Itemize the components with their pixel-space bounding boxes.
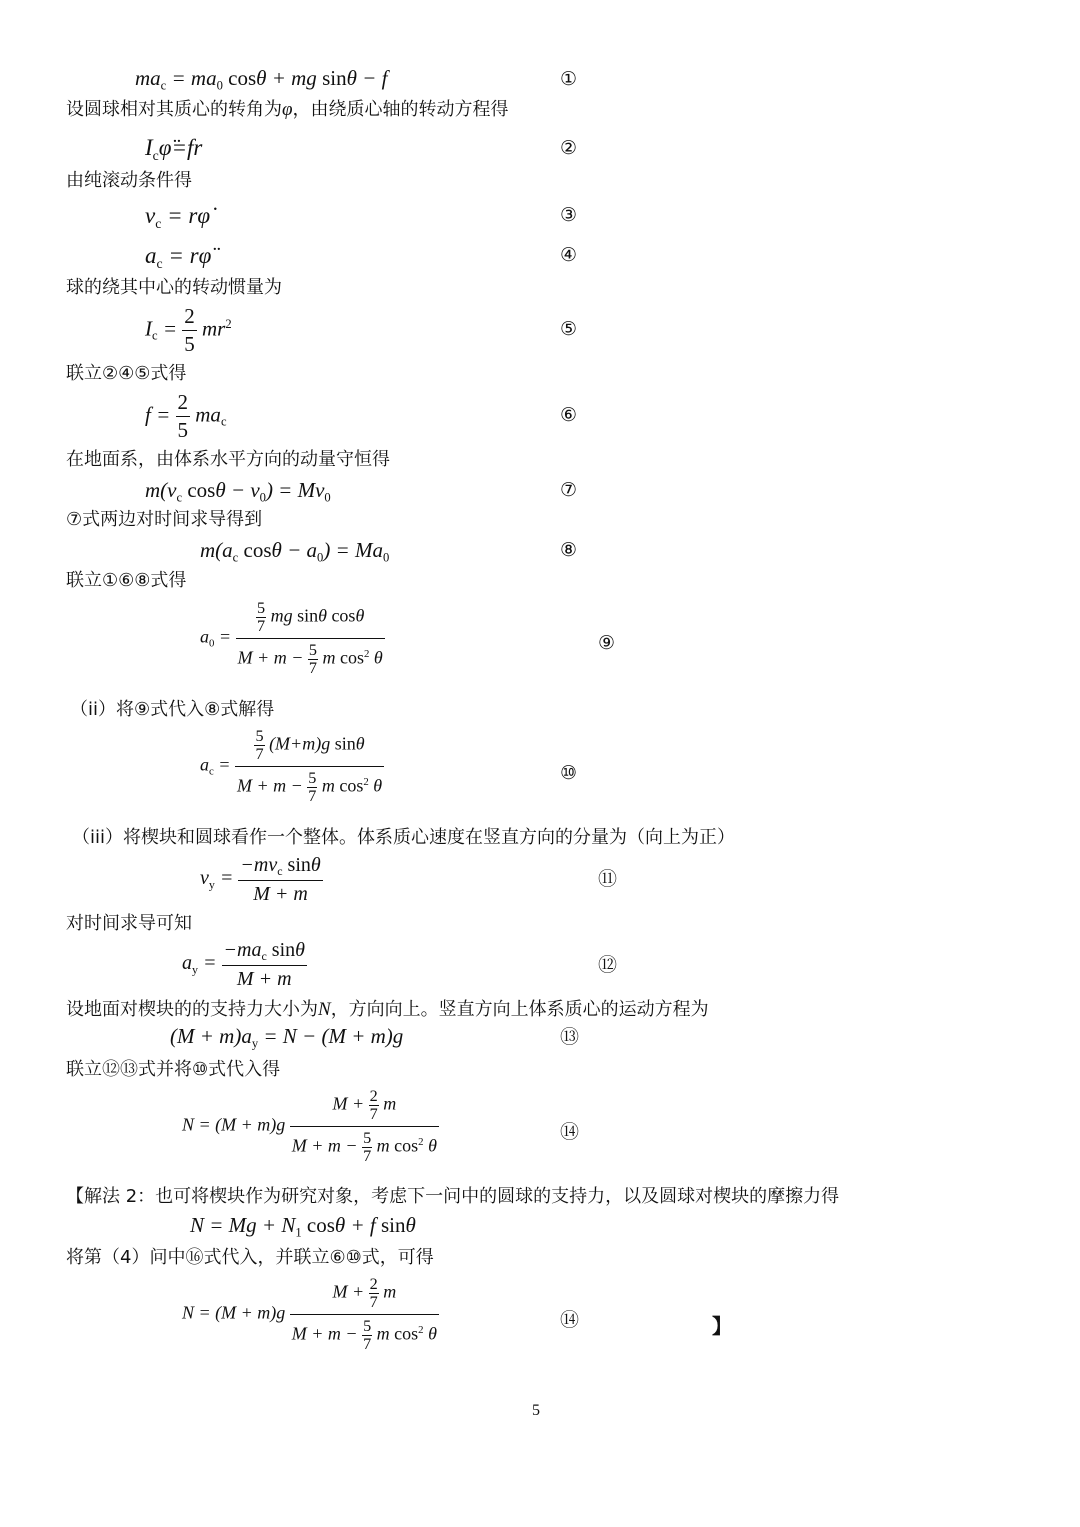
equation-1: $ma_c = ma_0$ cosθ + mg sinθ − f xyxy=(135,66,388,93)
equation-number-6: ⑥ xyxy=(560,404,578,426)
equation-7: $m(v_c$ $\cos\theta - v_0) = Mv_0$ xyxy=(145,478,331,505)
text-line-2: 由纯滚动条件得 xyxy=(66,170,192,191)
text-line-9: （iii）将楔块和圆球看作一个整体。体系质心速度在竖直方向的分量为（向上为正） xyxy=(72,827,735,848)
equation-2: $I_c\varphï=fr$ xyxy=(145,135,203,163)
equation-3: $v_c$ = rφ̇ xyxy=(145,203,211,231)
equation-5: $I_c$ = $\frac{2}{5}$ $mr^2$ xyxy=(145,304,232,356)
equation-number-10: ⑩ xyxy=(560,762,578,784)
equation-number-2: ② xyxy=(560,137,578,159)
equation-9: $a_0$ = $\frac{5}{7}$ mg sinθ cosθ M + m − $\frac{5}{7}$ m $\cos^2 \theta$ xyxy=(200,599,383,677)
equation-number-3: ③ xyxy=(560,204,578,226)
equation-number-5: ⑤ xyxy=(560,318,578,340)
closing-bracket: 】 xyxy=(712,1314,732,1338)
equation-number-7: ⑦ xyxy=(560,479,578,501)
text-line-12: 联立⑫⑬式并将⑩式代入得 xyxy=(66,1059,281,1080)
text-line-11a: 设地面对楔块的的支持力大小为 xyxy=(66,999,318,1020)
equation-14: N = (M + m)g M + $\frac{2}{7}$ m M + m − $\frac{5}{7}$ m $\cos^2 \theta$ xyxy=(182,1087,437,1165)
text-line-5: 在地面系，由体系水平方向的动量守恒得 xyxy=(66,449,390,470)
text-line-14: 将第（4）问中⑯式代入，并联立⑥⑩式，可得 xyxy=(66,1247,434,1268)
equation-15: $N = Mg + N_1$ cosθ + f sinθ xyxy=(190,1213,416,1240)
text-line-13: 【解法 2：也可将楔块作为研究对象，考虑下一问中的圆球的支持力，以及圆球对楔块的摩擦力得 xyxy=(66,1186,840,1207)
text-line-6: ⑦式两边对时间求导得到 xyxy=(66,509,263,530)
equation-number-1: ① xyxy=(560,68,578,90)
equation-number-4: ④ xyxy=(560,244,578,266)
equation-6: f = $\frac{2}{5}$ $ma_c$ xyxy=(145,390,227,442)
text-line-4: 联立②④⑤式得 xyxy=(66,363,187,384)
equation-14-alt: N = (M + m)g M + $\frac{2}{7}$ m M + m − $\frac{5}{7}$ m $\cos^2 \theta$ xyxy=(182,1275,437,1353)
equation-number-14: ⑭ xyxy=(560,1121,580,1143)
text-line-10: 对时间求导可知 xyxy=(66,913,192,934)
equation-number-13: ⑬ xyxy=(560,1026,580,1048)
equation-number-11: ⑪ xyxy=(598,868,618,890)
equation-11: $v_y$ = $\frac{-mv_c \sin\theta}{M + m}$ xyxy=(200,854,321,906)
text-line-1b: ，由绕质心轴的转动方程得 xyxy=(292,99,509,120)
equation-number-9: ⑨ xyxy=(598,632,616,654)
equation-13: $(M + m)a_y = N - (M + m)g$ xyxy=(170,1024,404,1051)
text-line-8: （ii）将⑨式代入⑧式解得 xyxy=(70,699,275,720)
text-line-7: 联立①⑥⑧式得 xyxy=(66,570,187,591)
equation-number-14-alt: ⑭ xyxy=(560,1309,580,1331)
text-line-11b: ，方向向上。竖直方向上体系质心的运动方程为 xyxy=(330,999,709,1020)
equation-12: $a_y$ = $\frac{-ma_c \sin\theta}{M + m}$ xyxy=(182,939,305,991)
equation-10: $a_c$ = $\frac{5}{7}$ (M+m)g sinθ M + m − $\frac{5}{7}$ m $\cos^2 \theta$ xyxy=(200,727,383,805)
equation-8: $m(a_c$ $\cos\theta - a_0) = Ma_0$ xyxy=(200,538,390,565)
page-number: 5 xyxy=(532,1402,540,1419)
equation-4: $a_c$ = rφ̈ xyxy=(145,243,212,271)
equation-number-8: ⑧ xyxy=(560,539,578,561)
text-line-3: 球的绕其中心的转动惯量为 xyxy=(66,277,282,298)
equation-number-12: ⑫ xyxy=(598,954,618,976)
text-line-1: 设圆球相对其质心的转角为 xyxy=(66,99,282,120)
